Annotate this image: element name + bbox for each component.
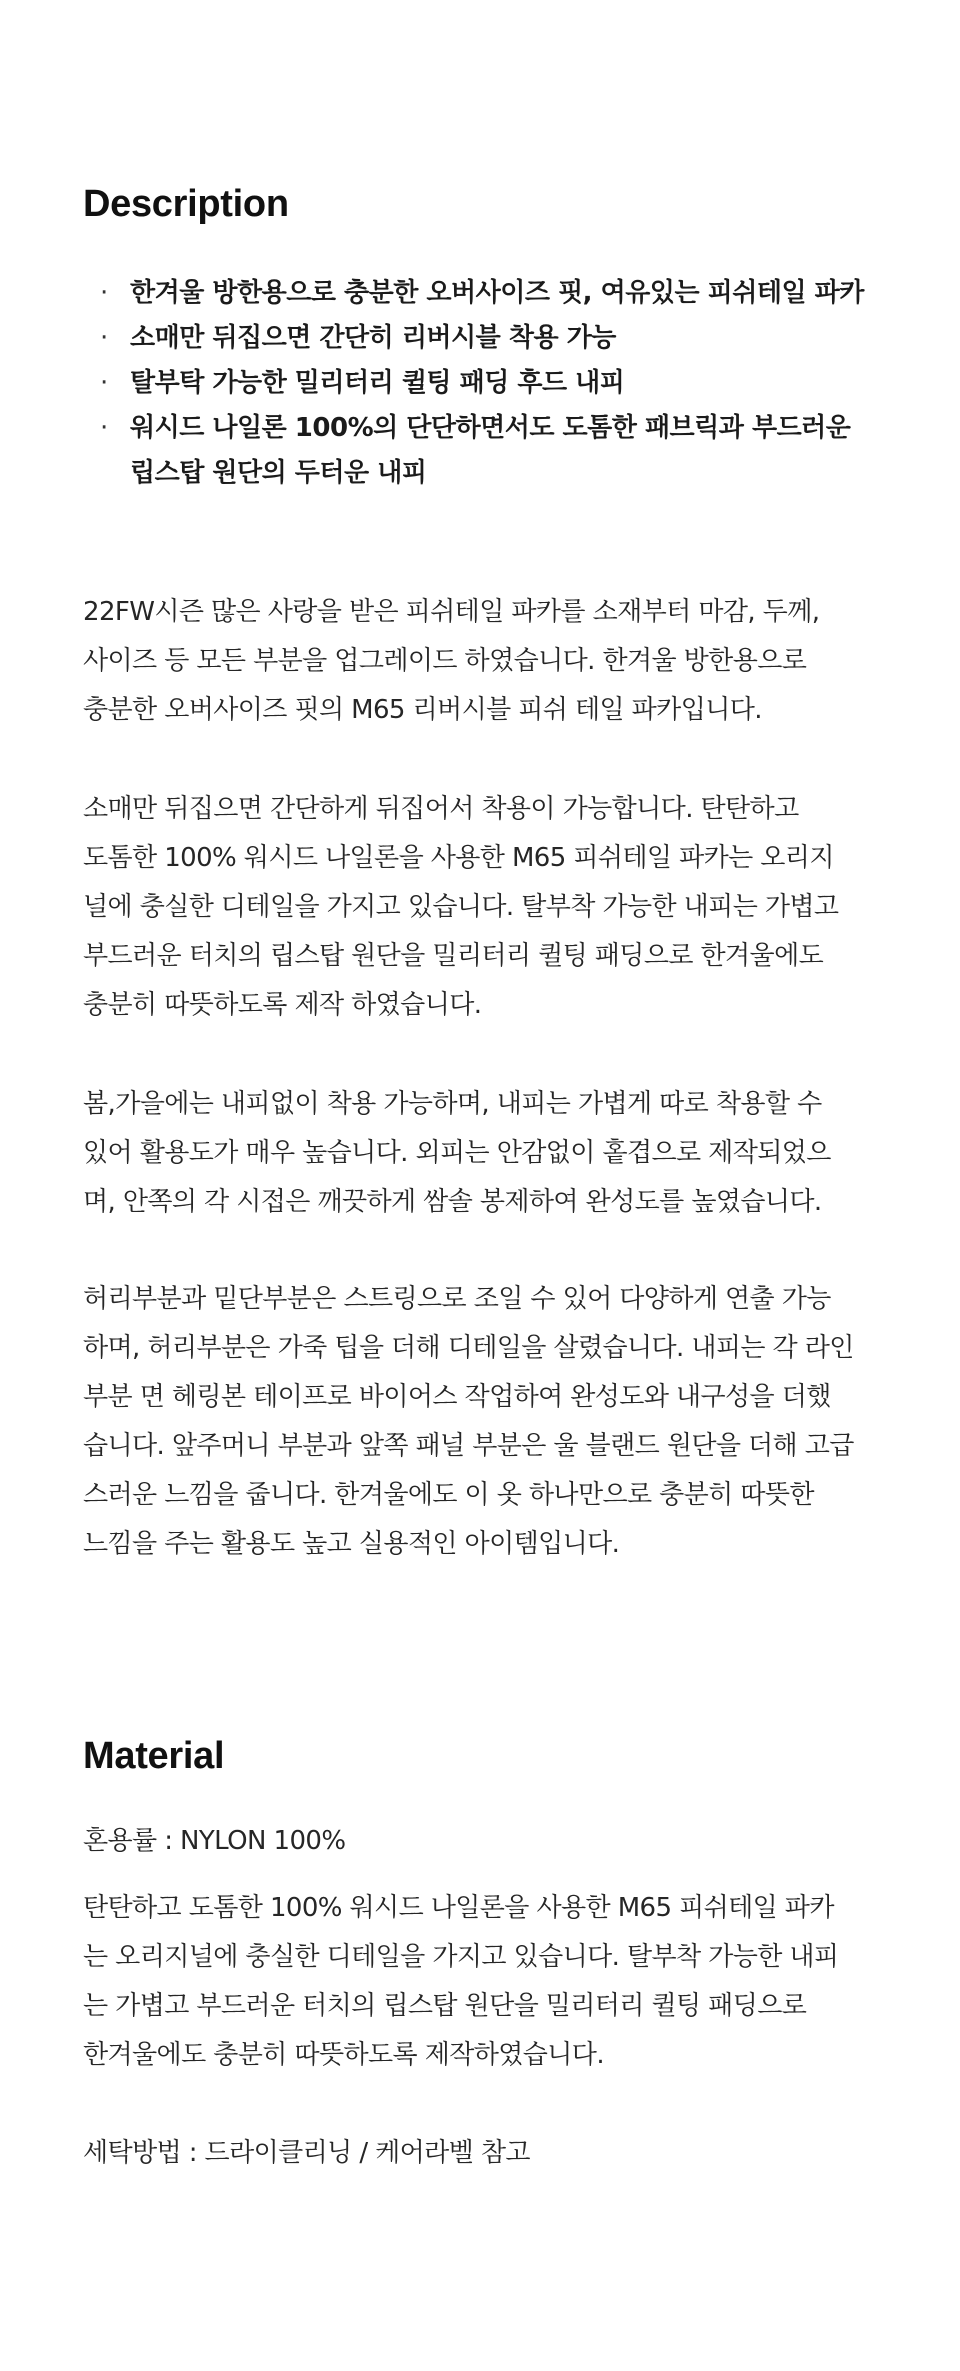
paragraph-line: 22FW시즌 많은 사랑을 받은 피쉬테일 파카를 소재부터 마감, 두께, — [83, 597, 820, 627]
paragraph-line: 습니다. 앞주머니 부분과 앞쪽 패널 부분은 울 블랜드 원단을 더해 고급 — [83, 1431, 854, 1461]
description-paragraph — [83, 588, 893, 735]
paragraph-line: 는 가볍고 부드러운 터치의 립스탑 원단을 밀리터리 퀼팅 패딩으로 — [83, 1991, 807, 2021]
bullet-marker: · — [100, 368, 108, 398]
paragraph-line: 봄,가을에는 내피없이 착용 가능하며, 내피는 가볍게 따로 착용할 수 — [83, 1089, 822, 1119]
paragraph-line: 부분 면 헤링본 테이프로 바이어스 작업하여 완성도와 내구성을 더했 — [83, 1382, 831, 1412]
description-paragraph — [83, 1080, 893, 1227]
care-text: 세탁방법 : 드라이클리닝 / 케어라벨 참고 — [83, 2138, 530, 2168]
bullet-text: 워시드 나일론 100%의 단단하면서도 도톰한 패브릭과 부드러운 — [130, 413, 851, 443]
paragraph-line: 소매만 뒤집으면 간단하게 뒤집어서 착용이 가능합니다. 탄탄하고 — [83, 794, 799, 824]
feature-bullet — [100, 271, 900, 316]
description-title: Description — [83, 183, 289, 225]
feature-bullet — [100, 406, 900, 496]
bullet-text: 립스탑 원단의 두터운 내피 — [130, 458, 427, 488]
paragraph-line: 하며, 허리부분은 가죽 팁을 더해 디테일을 살렸습니다. 내피는 각 라인 — [83, 1333, 854, 1363]
paragraph-line: 탄탄하고 도톰한 100% 워시드 나일론을 사용한 M65 피쉬테일 파카 — [83, 1893, 834, 1923]
composition-text: 혼용률 : NYLON 100% — [83, 1826, 346, 1856]
paragraph-line: 스러운 느낌을 줍니다. 한겨울에도 이 옷 하나만으로 충분히 따뜻한 — [83, 1480, 814, 1510]
paragraph-line: 충분한 오버사이즈 핏의 M65 리버시블 피쉬 테일 파카입니다. — [83, 695, 762, 725]
paragraph-line: 도톰한 100% 워시드 나일론을 사용한 M65 피쉬테일 파카는 오리지 — [83, 843, 834, 873]
bullet-text: 한겨울 방한용으로 충분한 오버사이즈 핏, 여유있는 피쉬테일 파카 — [130, 278, 864, 308]
description-paragraph — [83, 785, 893, 1030]
feature-bullet-list — [100, 271, 900, 496]
care-instructions — [83, 2129, 893, 2178]
paragraph-line: 며, 안쪽의 각 시접은 깨끗하게 쌈솔 봉제하여 완성도를 높였습니다. — [83, 1187, 822, 1217]
material-title: Material — [83, 1735, 225, 1777]
paragraph-line: 부드러운 터치의 립스탑 원단을 밀리터리 퀼팅 패딩으로 한겨울에도 — [83, 941, 824, 971]
feature-bullet — [100, 316, 900, 361]
feature-bullet — [100, 361, 900, 406]
bullet-marker: · — [100, 278, 108, 308]
bullet-text: 탈부탁 가능한 밀리터리 퀼팅 패딩 후드 내피 — [130, 368, 625, 398]
paragraph-line: 사이즈 등 모든 부분을 업그레이드 하였습니다. 한겨울 방한용으로 — [83, 646, 807, 676]
material-description — [83, 1884, 893, 2080]
paragraph-line: 있어 활용도가 매우 높습니다. 외피는 안감없이 홑겹으로 제작되었으 — [83, 1138, 831, 1168]
paragraph-line: 는 오리지널에 충실한 디테일을 가지고 있습니다. 탈부착 가능한 내피 — [83, 1942, 839, 1972]
description-paragraph — [83, 1275, 893, 1569]
bullet-text: 소매만 뒤집으면 간단히 리버시블 착용 가능 — [130, 323, 616, 353]
bullet-marker: · — [100, 413, 108, 443]
paragraph-line: 널에 충실한 디테일을 가지고 있습니다. 탈부착 가능한 내피는 가볍고 — [83, 892, 839, 922]
bullet-marker: · — [100, 323, 108, 353]
paragraph-line: 한겨울에도 충분히 따뜻하도록 제작하였습니다. — [83, 2040, 604, 2070]
material-composition — [83, 1817, 893, 1866]
paragraph-line: 느낌을 주는 활용도 높고 실용적인 아이템입니다. — [83, 1529, 620, 1559]
paragraph-line: 충분히 따뜻하도록 제작 하였습니다. — [83, 990, 482, 1020]
paragraph-line: 허리부분과 밑단부분은 스트링으로 조일 수 있어 다양하게 연출 가능 — [83, 1284, 831, 1314]
